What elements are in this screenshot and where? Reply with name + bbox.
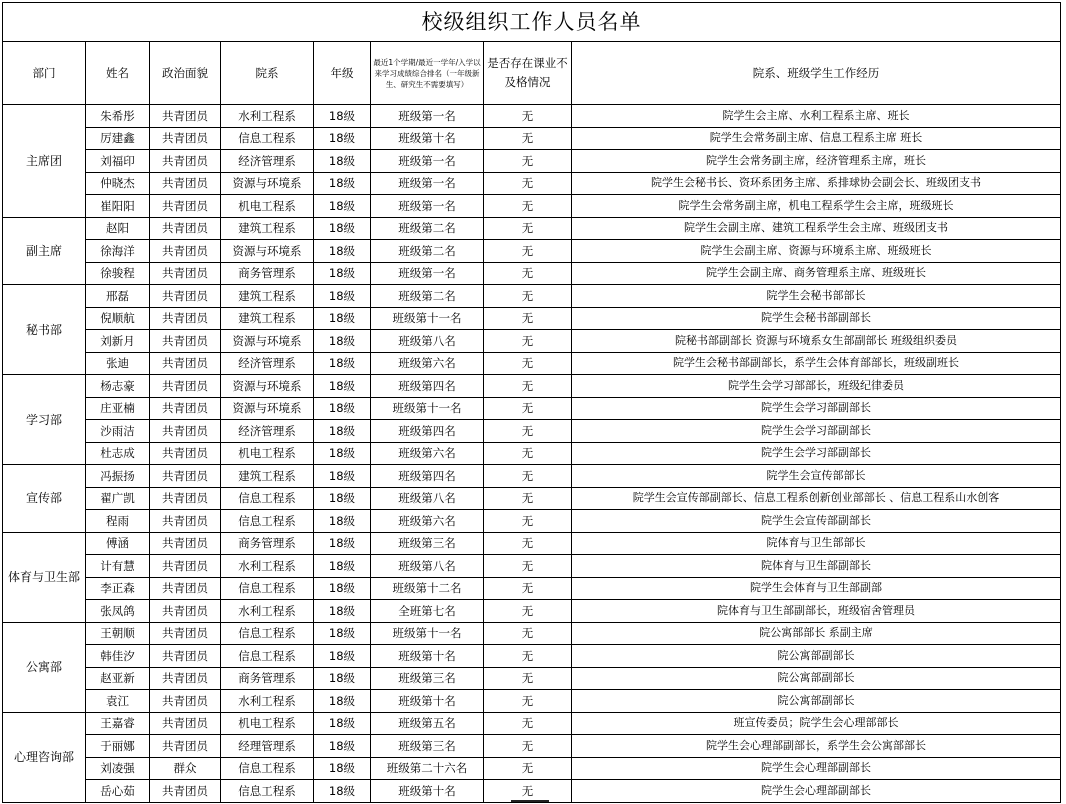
- name-cell[interactable]: 赵阳: [86, 217, 150, 240]
- table-row: [3, 420, 1061, 443]
- staff-table: [2, 2, 1061, 803]
- name-cell[interactable]: 袁江: [86, 690, 150, 713]
- political-cell[interactable]: 共青团员: [150, 375, 221, 398]
- political-cell[interactable]: 共青团员: [150, 217, 221, 240]
- fail-cell[interactable]: 无: [484, 217, 572, 240]
- dept-cell[interactable]: 学习部: [3, 375, 86, 465]
- rank-cell[interactable]: 班级第八名: [371, 330, 484, 353]
- fail-cell[interactable]: 无: [484, 105, 572, 128]
- college-cell[interactable]: 机电工程系: [221, 195, 314, 218]
- fail-cell[interactable]: 无: [484, 555, 572, 578]
- experience-cell[interactable]: 院秘书部副部长 资源与环境系女生部副部长 班级组织委员: [572, 330, 1061, 353]
- grade-cell[interactable]: 18级: [314, 375, 371, 398]
- table-row: [3, 330, 1061, 353]
- table-row: [3, 105, 1061, 128]
- experience-cell[interactable]: 院学生会心理部副部长: [572, 780, 1061, 803]
- spreadsheet: [2, 2, 1060, 803]
- experience-cell[interactable]: 院学生会秘书部副部长: [572, 307, 1061, 330]
- college-cell[interactable]: 机电工程系: [221, 712, 314, 735]
- grade-cell[interactable]: 18级: [314, 757, 371, 780]
- table-row: [3, 217, 1061, 240]
- fail-cell[interactable]: 无: [484, 307, 572, 330]
- header-political[interactable]: 政治面貌: [150, 42, 221, 105]
- rank-cell[interactable]: 班级第六名: [371, 442, 484, 465]
- political-cell[interactable]: 共青团员: [150, 150, 221, 173]
- fail-cell[interactable]: 无: [484, 757, 572, 780]
- grade-cell[interactable]: 18级: [314, 285, 371, 308]
- name-cell[interactable]: 邢磊: [86, 285, 150, 308]
- table-row: [3, 757, 1061, 780]
- college-cell[interactable]: 水利工程系: [221, 105, 314, 128]
- rank-cell[interactable]: 班级第四名: [371, 375, 484, 398]
- experience-cell[interactable]: 院学生会心理部副部长，系学生会公寓部部长: [572, 735, 1061, 758]
- college-cell[interactable]: 信息工程系: [221, 510, 314, 533]
- table-row: [3, 465, 1061, 488]
- college-cell[interactable]: 建筑工程系: [221, 285, 314, 308]
- college-cell[interactable]: 机电工程系: [221, 442, 314, 465]
- experience-cell[interactable]: 院公寓部副部长: [572, 690, 1061, 713]
- fail-cell[interactable]: 无: [484, 780, 572, 803]
- rank-cell[interactable]: 班级第八名: [371, 487, 484, 510]
- grade-cell[interactable]: 18级: [314, 262, 371, 285]
- table-row: [3, 712, 1061, 735]
- grade-cell[interactable]: 18级: [314, 105, 371, 128]
- fail-cell[interactable]: 无: [484, 577, 572, 600]
- name-cell[interactable]: 翟广凯: [86, 487, 150, 510]
- political-cell[interactable]: 共青团员: [150, 600, 221, 623]
- fail-cell[interactable]: 无: [484, 600, 572, 623]
- experience-cell[interactable]: 院学生会副主席、建筑工程系学生会主席、班级团支书: [572, 217, 1061, 240]
- fail-cell[interactable]: 无: [484, 735, 572, 758]
- college-cell[interactable]: 资源与环境系: [221, 240, 314, 263]
- political-cell[interactable]: 共青团员: [150, 195, 221, 218]
- table-row: [3, 577, 1061, 600]
- table-row: [3, 172, 1061, 195]
- college-cell[interactable]: 经济管理系: [221, 150, 314, 173]
- rank-cell[interactable]: 班级第十名: [371, 690, 484, 713]
- grade-cell[interactable]: 18级: [314, 532, 371, 555]
- experience-cell[interactable]: 院公寓部副部长: [572, 667, 1061, 690]
- table-row: [3, 532, 1061, 555]
- experience-cell[interactable]: 院学生会宣传部副部长: [572, 510, 1061, 533]
- experience-cell[interactable]: 院学生会学习部副部长: [572, 397, 1061, 420]
- grade-cell[interactable]: 18级: [314, 555, 371, 578]
- rank-cell[interactable]: 班级第四名: [371, 465, 484, 488]
- college-cell[interactable]: 信息工程系: [221, 577, 314, 600]
- grade-cell[interactable]: 18级: [314, 330, 371, 353]
- experience-cell[interactable]: 院学生会常务副主席，机电工程系学生会主席，班级班长: [572, 195, 1061, 218]
- name-cell[interactable]: 厉建鑫: [86, 127, 150, 150]
- grade-cell[interactable]: 18级: [314, 420, 371, 443]
- table-row: [3, 645, 1061, 668]
- header-grade[interactable]: 年级: [314, 42, 371, 105]
- header-name[interactable]: 姓名: [86, 42, 150, 105]
- political-cell[interactable]: 共青团员: [150, 645, 221, 668]
- grade-cell[interactable]: 18级: [314, 577, 371, 600]
- political-cell[interactable]: 共青团员: [150, 330, 221, 353]
- college-cell[interactable]: 水利工程系: [221, 690, 314, 713]
- experience-cell[interactable]: 院学生会宣传部部长: [572, 465, 1061, 488]
- grade-cell[interactable]: 18级: [314, 240, 371, 263]
- college-cell[interactable]: 资源与环境系: [221, 172, 314, 195]
- political-cell[interactable]: 共青团员: [150, 442, 221, 465]
- experience-cell[interactable]: 院学生会学习部副部长: [572, 420, 1061, 443]
- political-cell[interactable]: 共青团员: [150, 510, 221, 533]
- college-cell[interactable]: 经济管理系: [221, 420, 314, 443]
- experience-cell[interactable]: 院学生会主席、水利工程系主席、班长: [572, 105, 1061, 128]
- experience-cell[interactable]: 院学生会秘书部部长: [572, 285, 1061, 308]
- grade-cell[interactable]: 18级: [314, 622, 371, 645]
- political-cell[interactable]: 共青团员: [150, 780, 221, 803]
- table-row: [3, 735, 1061, 758]
- grade-cell[interactable]: 18级: [314, 600, 371, 623]
- name-cell[interactable]: 冯振扬: [86, 465, 150, 488]
- political-cell[interactable]: 群众: [150, 757, 221, 780]
- rank-cell[interactable]: 班级第一名: [371, 262, 484, 285]
- table-row: [3, 375, 1061, 398]
- name-cell[interactable]: 庄亚楠: [86, 397, 150, 420]
- dept-cell[interactable]: 宣传部: [3, 465, 86, 533]
- grade-cell[interactable]: 18级: [314, 172, 371, 195]
- table-row: [3, 150, 1061, 173]
- fail-cell[interactable]: 无: [484, 195, 572, 218]
- rank-cell[interactable]: 班级第四名: [371, 420, 484, 443]
- header-experience[interactable]: 院系、班级学生工作经历: [572, 42, 1061, 105]
- fail-cell[interactable]: 无: [484, 622, 572, 645]
- grade-cell[interactable]: 18级: [314, 712, 371, 735]
- political-cell[interactable]: 共青团员: [150, 690, 221, 713]
- table-row: [3, 262, 1061, 285]
- table-row: [3, 240, 1061, 263]
- experience-cell[interactable]: 院学生会学习部副部长: [572, 442, 1061, 465]
- name-cell[interactable]: 王朝顺: [86, 622, 150, 645]
- political-cell[interactable]: 共青团员: [150, 172, 221, 195]
- political-cell[interactable]: 共青团员: [150, 262, 221, 285]
- name-cell[interactable]: 于丽娜: [86, 735, 150, 758]
- political-cell[interactable]: 共青团员: [150, 420, 221, 443]
- rank-cell[interactable]: 班级第八名: [371, 555, 484, 578]
- table-row: [3, 397, 1061, 420]
- name-cell[interactable]: 赵亚新: [86, 667, 150, 690]
- name-cell[interactable]: 李正森: [86, 577, 150, 600]
- rank-cell[interactable]: 班级第三名: [371, 532, 484, 555]
- table-row: [3, 510, 1061, 533]
- grade-cell[interactable]: 18级: [314, 397, 371, 420]
- fail-cell[interactable]: 无: [484, 330, 572, 353]
- fail-cell[interactable]: 无: [484, 352, 572, 375]
- experience-cell[interactable]: 院学生会体育与卫生部副部: [572, 577, 1061, 600]
- fail-cell[interactable]: 无: [484, 397, 572, 420]
- grade-cell[interactable]: 18级: [314, 127, 371, 150]
- experience-cell[interactable]: 院体育与卫生部部长: [572, 532, 1061, 555]
- political-cell[interactable]: 共青团员: [150, 352, 221, 375]
- grade-cell[interactable]: 18级: [314, 217, 371, 240]
- college-cell[interactable]: 资源与环境系: [221, 375, 314, 398]
- experience-cell[interactable]: 院学生会副主席、资源与环境系主席、班级班长: [572, 240, 1061, 263]
- name-cell[interactable]: 朱希彤: [86, 105, 150, 128]
- name-cell[interactable]: 计有慧: [86, 555, 150, 578]
- fail-cell[interactable]: 无: [484, 690, 572, 713]
- college-cell[interactable]: 信息工程系: [221, 127, 314, 150]
- table-row: [3, 487, 1061, 510]
- grade-cell[interactable]: 18级: [314, 307, 371, 330]
- college-cell[interactable]: 经济管理系: [221, 352, 314, 375]
- political-cell[interactable]: 共青团员: [150, 465, 221, 488]
- experience-cell[interactable]: 院体育与卫生部副部长，班级宿舍管理员: [572, 600, 1061, 623]
- table-body: [3, 105, 1061, 803]
- fail-cell[interactable]: 无: [484, 487, 572, 510]
- rank-cell[interactable]: 全班第七名: [371, 600, 484, 623]
- rank-cell[interactable]: 班级第十一名: [371, 622, 484, 645]
- college-cell[interactable]: 信息工程系: [221, 622, 314, 645]
- sheet-tab-indicator: [511, 800, 549, 802]
- college-cell[interactable]: 资源与环境系: [221, 330, 314, 353]
- name-cell[interactable]: 倪顺航: [86, 307, 150, 330]
- experience-cell[interactable]: 院学生会秘书部副部长，系学生会体育部部长，班级副班长: [572, 352, 1061, 375]
- rank-cell[interactable]: 班级第五名: [371, 712, 484, 735]
- political-cell[interactable]: 共青团员: [150, 127, 221, 150]
- college-cell[interactable]: 水利工程系: [221, 555, 314, 578]
- name-cell[interactable]: 程雨: [86, 510, 150, 533]
- political-cell[interactable]: 共青团员: [150, 622, 221, 645]
- rank-cell[interactable]: 班级第二名: [371, 217, 484, 240]
- grade-cell[interactable]: 18级: [314, 690, 371, 713]
- grade-cell[interactable]: 18级: [314, 735, 371, 758]
- table-row: [3, 622, 1061, 645]
- header-row: [3, 42, 1061, 105]
- name-cell[interactable]: 刘福印: [86, 150, 150, 173]
- college-cell[interactable]: 商务管理系: [221, 262, 314, 285]
- college-cell[interactable]: 信息工程系: [221, 757, 314, 780]
- political-cell[interactable]: 共青团员: [150, 487, 221, 510]
- experience-cell[interactable]: 班宣传委员；院学生会心理部部长: [572, 712, 1061, 735]
- political-cell[interactable]: 共青团员: [150, 105, 221, 128]
- table-row: [3, 127, 1061, 150]
- dept-cell[interactable]: 副主席: [3, 217, 86, 285]
- table-row: [3, 442, 1061, 465]
- fail-cell[interactable]: 无: [484, 262, 572, 285]
- rank-cell[interactable]: 班级第十名: [371, 645, 484, 668]
- grade-cell[interactable]: 18级: [314, 150, 371, 173]
- name-cell[interactable]: 韩佳汐: [86, 645, 150, 668]
- dept-cell[interactable]: 体育与卫生部: [3, 532, 86, 622]
- rank-cell[interactable]: 班级第二名: [371, 285, 484, 308]
- college-cell[interactable]: 建筑工程系: [221, 217, 314, 240]
- grade-cell[interactable]: 18级: [314, 195, 371, 218]
- sheet-title[interactable]: 校级组织工作人员名单: [3, 3, 1061, 42]
- name-cell[interactable]: 张迪: [86, 352, 150, 375]
- rank-cell[interactable]: 班级第一名: [371, 195, 484, 218]
- table-row: [3, 285, 1061, 308]
- name-cell[interactable]: 沙雨洁: [86, 420, 150, 443]
- header-fail[interactable]: 是否存在课业不及格情况: [484, 42, 572, 105]
- fail-cell[interactable]: 无: [484, 240, 572, 263]
- political-cell[interactable]: 共青团员: [150, 397, 221, 420]
- name-cell[interactable]: 徐海洋: [86, 240, 150, 263]
- college-cell[interactable]: 经理管理系: [221, 735, 314, 758]
- rank-cell[interactable]: 班级第十一名: [371, 307, 484, 330]
- table-row: [3, 690, 1061, 713]
- political-cell[interactable]: 共青团员: [150, 555, 221, 578]
- name-cell[interactable]: 崔阳阳: [86, 195, 150, 218]
- experience-cell[interactable]: 院学生会学习部部长，班级纪律委员: [572, 375, 1061, 398]
- table-row: [3, 352, 1061, 375]
- dept-cell[interactable]: 公寓部: [3, 622, 86, 712]
- fail-cell[interactable]: 无: [484, 667, 572, 690]
- political-cell[interactable]: 共青团员: [150, 307, 221, 330]
- college-cell[interactable]: 信息工程系: [221, 780, 314, 803]
- rank-cell[interactable]: 班级第二十六名: [371, 757, 484, 780]
- grade-cell[interactable]: 18级: [314, 645, 371, 668]
- fail-cell[interactable]: 无: [484, 375, 572, 398]
- fail-cell[interactable]: 无: [484, 712, 572, 735]
- fail-cell[interactable]: 无: [484, 420, 572, 443]
- fail-cell[interactable]: 无: [484, 510, 572, 533]
- college-cell[interactable]: 资源与环境系: [221, 397, 314, 420]
- grade-cell[interactable]: 18级: [314, 465, 371, 488]
- table-row: [3, 600, 1061, 623]
- header-rank[interactable]: 最近1个学期/最近一学年/入学以来学习成绩综合排名（一年级新生、研究生不需要填写）: [371, 42, 484, 105]
- fail-cell[interactable]: 无: [484, 532, 572, 555]
- experience-cell[interactable]: 院学生会常务副主席，经济管理系主席，班长: [572, 150, 1061, 173]
- rank-cell[interactable]: 班级第三名: [371, 735, 484, 758]
- rank-cell[interactable]: 班级第十名: [371, 780, 484, 803]
- fail-cell[interactable]: 无: [484, 442, 572, 465]
- political-cell[interactable]: 共青团员: [150, 240, 221, 263]
- rank-cell[interactable]: 班级第十名: [371, 127, 484, 150]
- header-dept[interactable]: 部门: [3, 42, 86, 105]
- political-cell[interactable]: 共青团员: [150, 577, 221, 600]
- table-row: [3, 555, 1061, 578]
- name-cell[interactable]: 徐骏程: [86, 262, 150, 285]
- grade-cell[interactable]: 18级: [314, 780, 371, 803]
- name-cell[interactable]: 仲晓杰: [86, 172, 150, 195]
- grade-cell[interactable]: 18级: [314, 442, 371, 465]
- rank-cell[interactable]: 班级第二名: [371, 240, 484, 263]
- table-row: [3, 667, 1061, 690]
- table-row: [3, 307, 1061, 330]
- experience-cell[interactable]: 院学生会副主席、商务管理系主席、班级班长: [572, 262, 1061, 285]
- rank-cell[interactable]: 班级第三名: [371, 667, 484, 690]
- name-cell[interactable]: 王嘉睿: [86, 712, 150, 735]
- name-cell[interactable]: 岳心茹: [86, 780, 150, 803]
- grade-cell[interactable]: 18级: [314, 487, 371, 510]
- college-cell[interactable]: 商务管理系: [221, 667, 314, 690]
- fail-cell[interactable]: 无: [484, 285, 572, 308]
- fail-cell[interactable]: 无: [484, 172, 572, 195]
- header-college[interactable]: 院系: [221, 42, 314, 105]
- college-cell[interactable]: 水利工程系: [221, 600, 314, 623]
- grade-cell[interactable]: 18级: [314, 667, 371, 690]
- grade-cell[interactable]: 18级: [314, 510, 371, 533]
- college-cell[interactable]: 商务管理系: [221, 532, 314, 555]
- rank-cell[interactable]: 班级第一名: [371, 105, 484, 128]
- political-cell[interactable]: 共青团员: [150, 712, 221, 735]
- rank-cell[interactable]: 班级第六名: [371, 352, 484, 375]
- experience-cell[interactable]: 院学生会秘书长、资环系团务主席、系排球协会副会长、班级团支书: [572, 172, 1061, 195]
- rank-cell[interactable]: 班级第一名: [371, 172, 484, 195]
- table-row: [3, 195, 1061, 218]
- rank-cell[interactable]: 班级第十二名: [371, 577, 484, 600]
- rank-cell[interactable]: 班级第六名: [371, 510, 484, 533]
- rank-cell[interactable]: 班级第十一名: [371, 397, 484, 420]
- dept-cell[interactable]: 心理咨询部: [3, 712, 86, 802]
- political-cell[interactable]: 共青团员: [150, 735, 221, 758]
- college-cell[interactable]: 建筑工程系: [221, 307, 314, 330]
- political-cell[interactable]: 共青团员: [150, 532, 221, 555]
- political-cell[interactable]: 共青团员: [150, 285, 221, 308]
- experience-cell[interactable]: 院公寓部副部长: [572, 645, 1061, 668]
- experience-cell[interactable]: 院学生会宣传部副部长、信息工程系创新创业部部长 、信息工程系山水创客: [572, 487, 1061, 510]
- college-cell[interactable]: 信息工程系: [221, 487, 314, 510]
- fail-cell[interactable]: 无: [484, 127, 572, 150]
- college-cell[interactable]: 信息工程系: [221, 645, 314, 668]
- fail-cell[interactable]: 无: [484, 150, 572, 173]
- experience-cell[interactable]: 院学生会心理部副部长: [572, 757, 1061, 780]
- table-row: [3, 780, 1061, 803]
- rank-cell[interactable]: 班级第一名: [371, 150, 484, 173]
- fail-cell[interactable]: 无: [484, 645, 572, 668]
- grade-cell[interactable]: 18级: [314, 352, 371, 375]
- experience-cell[interactable]: 院公寓部部长 系副主席: [572, 622, 1061, 645]
- dept-cell[interactable]: 主席团: [3, 105, 86, 218]
- fail-cell[interactable]: 无: [484, 465, 572, 488]
- name-cell[interactable]: 傅涵: [86, 532, 150, 555]
- name-cell[interactable]: 刘新月: [86, 330, 150, 353]
- name-cell[interactable]: 刘凌强: [86, 757, 150, 780]
- name-cell[interactable]: 张凤鸽: [86, 600, 150, 623]
- college-cell[interactable]: 建筑工程系: [221, 465, 314, 488]
- name-cell[interactable]: 杨志豪: [86, 375, 150, 398]
- political-cell[interactable]: 共青团员: [150, 667, 221, 690]
- dept-cell[interactable]: 秘书部: [3, 285, 86, 375]
- experience-cell[interactable]: 院学生会常务副主席、信息工程系主席 班长: [572, 127, 1061, 150]
- experience-cell[interactable]: 院体育与卫生部副部长: [572, 555, 1061, 578]
- name-cell[interactable]: 杜志成: [86, 442, 150, 465]
